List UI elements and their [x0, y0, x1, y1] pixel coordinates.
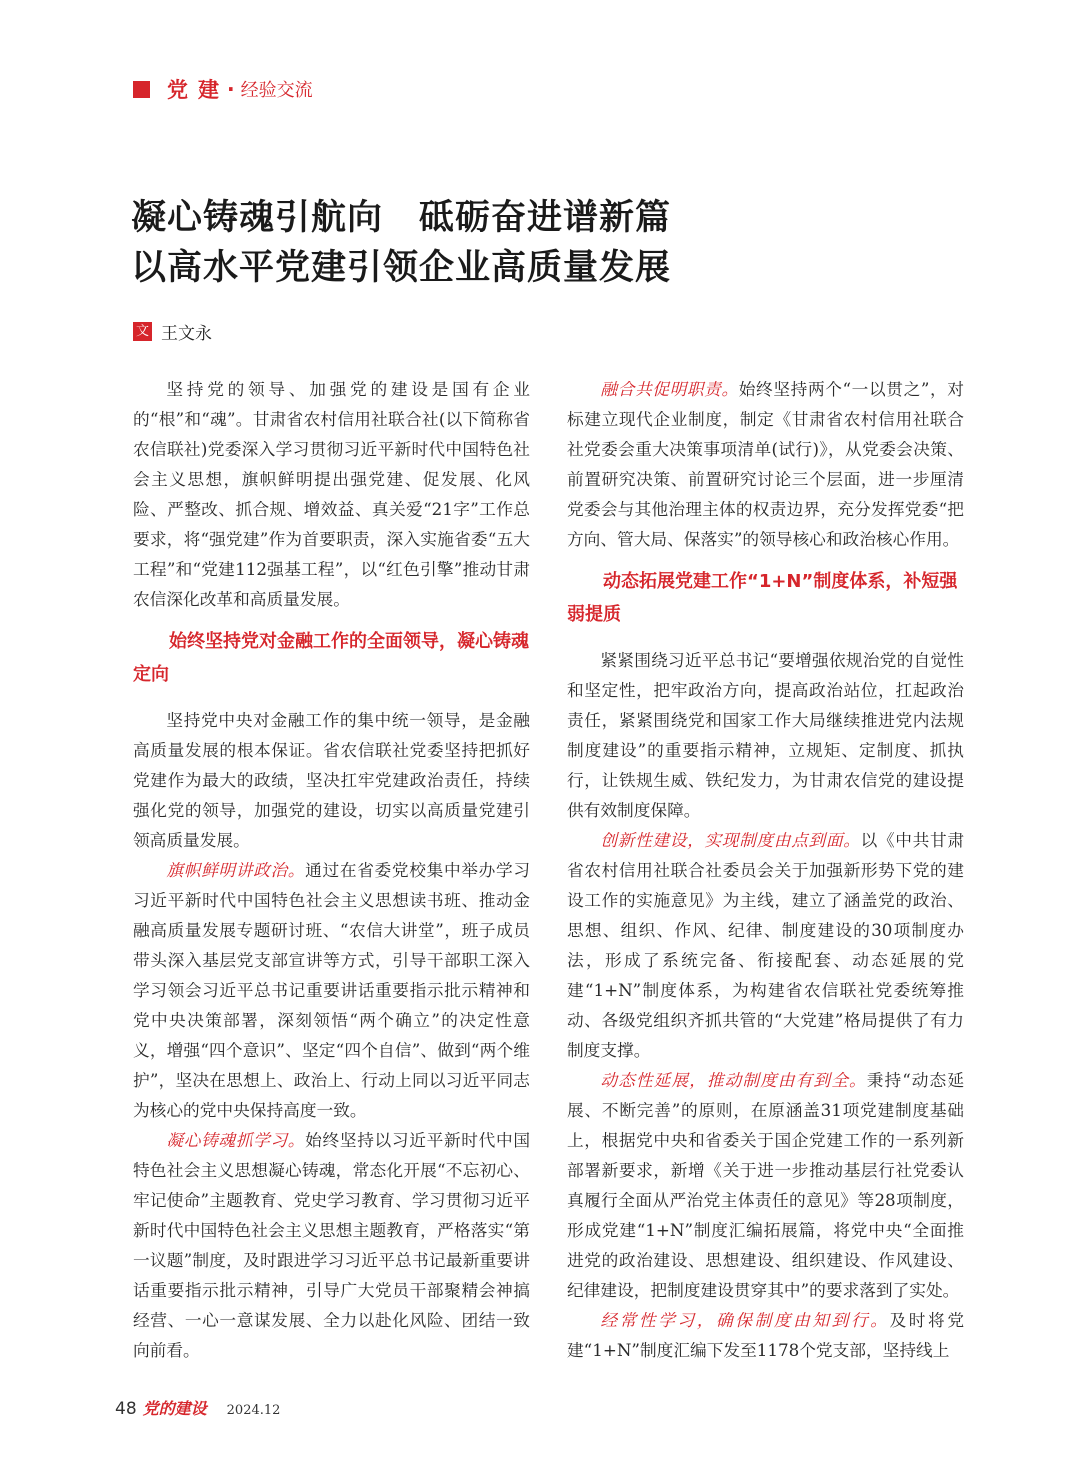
body-paragraph: 紧紧围绕习近平总书记“要增强依规治党的自觉性和坚定性，把牢政治方向，提高政治站位，扛起政治责任，紧紧围绕党和国家工作大局继续推进党内法规制度建设”的重要指示精神，立规矩、定制度、抓执行，让铁规生威、铁纪发力，为甘肃农信党的建设提供有效制度保障。: [567, 650, 964, 820]
body-paragraph: [133, 855, 530, 1125]
issue-date: 2024.12: [226, 1403, 281, 1418]
section-name: 党建: [167, 78, 229, 102]
lead-phrase: 创新性建设，实现制度由点到面。: [600, 830, 861, 850]
paragraph-text: 及时将党建“1+N”制度汇编下发至1178个党支部，坚持线上: [567, 1310, 965, 1360]
body-paragraph: [567, 1305, 964, 1365]
paragraph-text: 秉持“动态延展、不断完善”的原则，在原涵盖31项党建制度基础上，根据党中央和省委关于国企党建工作的一系列新部署新要求，新增《关于进一步推动基层行社党委认真履行全面从严治党主体责任的意见》等28项制度，形成党建“1+N”制度汇编拓展篇，将党中央“全面推进党的政治建设、思想建设、组织建设、作风建设、纪律建设，把制度建设贯穿其中”的要求落到了实处。: [567, 1070, 965, 1300]
subsection-name: 经验交流: [240, 80, 313, 101]
body-paragraph: 坚持党中央对金融工作的集中统一领导，是金融高质量发展的根本保证。省农信联社党委坚持把抓好党建作为最大的政绩，坚决扛牢党建政治责任，持续强化党的领导，加强党的建设，切实以高质量党建引领高质量发展。: [133, 710, 530, 850]
author-name: 王文永: [161, 324, 212, 344]
magazine-logo: 党的建设: [142, 1399, 207, 1418]
title-line-1: 凝心铸魂引航向 砥砺奋进谱新篇: [131, 197, 672, 238]
page-footer: [115, 1396, 280, 1419]
section-heading-1: 始终坚持党对金融工作的全面领导，凝心铸魂定向: [133, 631, 529, 685]
body-paragraph: [567, 825, 964, 1065]
lead-phrase: 凝心铸魂抓学习。: [166, 1130, 306, 1150]
body-paragraph: [567, 1065, 964, 1305]
page-number: 48: [115, 1399, 137, 1419]
paragraph-text: 以《中共甘肃省农村信用社联合社委员会关于加强新形势下党的建设工作的实施意见》为主线，建立了涵盖党的政治、思想、组织、作风、纪律、制度建设的30项制度办法，形成了系统完备、衔接配套、动态延展的党建“1+N”制度体系，为构建省农信联社党委统筹推动、各级党组织齐抓共管的“大党建”格局提供了有力制度支撑。: [567, 830, 965, 1060]
section-heading-2: 动态拓展党建工作“1+N”制度体系，补短强弱提质: [567, 571, 958, 625]
author-byline: [133, 319, 212, 344]
section-header: [133, 74, 313, 104]
section-separator: ·: [227, 77, 235, 101]
intro-paragraph: 坚持党的领导、加强党的建设是国有企业的“根”和“魂”。甘肃省农村信用社联合社(以下简称省农信联社)党委深入学习贯彻习近平新时代中国特色社会主义思想，旗帜鲜明提出强党建、促发展、化风险、严整改、抓合规、增效益、真关爱“21字”工作总要求，将“强党建”作为首要职责，深入实施省委“五大工程”和“党建112强基工程”，以“红色引擎”推动甘肃农信深化改革和高质量发展。: [133, 379, 530, 609]
lead-phrase: 动态性延展，推动制度由有到全。: [600, 1070, 867, 1090]
paragraph-text: 始终坚持两个“一以贯之”，对标建立现代企业制度，制定《甘肃省农村信用社联合社党委会重大决策事项清单(试行)》，从党委会决策、前置研究决策、前置研究讨论三个层面，进一步厘清党委会与其他治理主体的权责边界，充分发挥党委“把方向、管大局、保落实”的领导核心和政治核心作用。: [567, 379, 964, 549]
right-column: [567, 374, 964, 1365]
lead-phrase: 经常性学习，确保制度由知到行。: [600, 1310, 890, 1330]
body-paragraph: [133, 1125, 530, 1365]
article-title: [131, 193, 671, 293]
paragraph-text: 通过在省委党校集中举办学习习近平新时代中国特色社会主义思想读书班、推动金融高质量发展专题研讨班、“农信大讲堂”，班子成员带头深入基层党支部宣讲等方式，引导干部职工深入学习领会习近平总书记重要讲话重要指示批示精神和党中央决策部署，深刻领悟“两个确立”的决定性意义，增强“四个意识”、坚定“四个自信”、做到“两个维护”，坚决在思想上、政治上、行动上同以习近平同志为核心的党中央保持高度一致。: [133, 860, 531, 1120]
lead-phrase: 旗帜鲜明讲政治。: [166, 860, 306, 880]
left-column: [133, 374, 530, 1365]
title-line-2: 以高水平党建引领企业高质量发展: [131, 247, 672, 288]
author-icon: 文: [133, 322, 152, 341]
section-marker-icon: [133, 81, 150, 98]
paragraph-text: 始终坚持以习近平新时代中国特色社会主义思想凝心铸魂，常态化开展“不忘初心、牢记使命”主题教育、党史学习教育、学习贯彻习近平新时代中国特色社会主义思想主题教育，严格落实“第一议题”制度，及时跟进学习习近平总书记最新重要讲话重要指示批示精神，引导广大党员干部聚精会神搞经营、一心一意谋发展、全力以赴化风险、团结一致向前看。: [133, 1130, 531, 1360]
body-paragraph: [567, 374, 964, 554]
lead-phrase: 融合共促明职责。: [600, 379, 739, 399]
